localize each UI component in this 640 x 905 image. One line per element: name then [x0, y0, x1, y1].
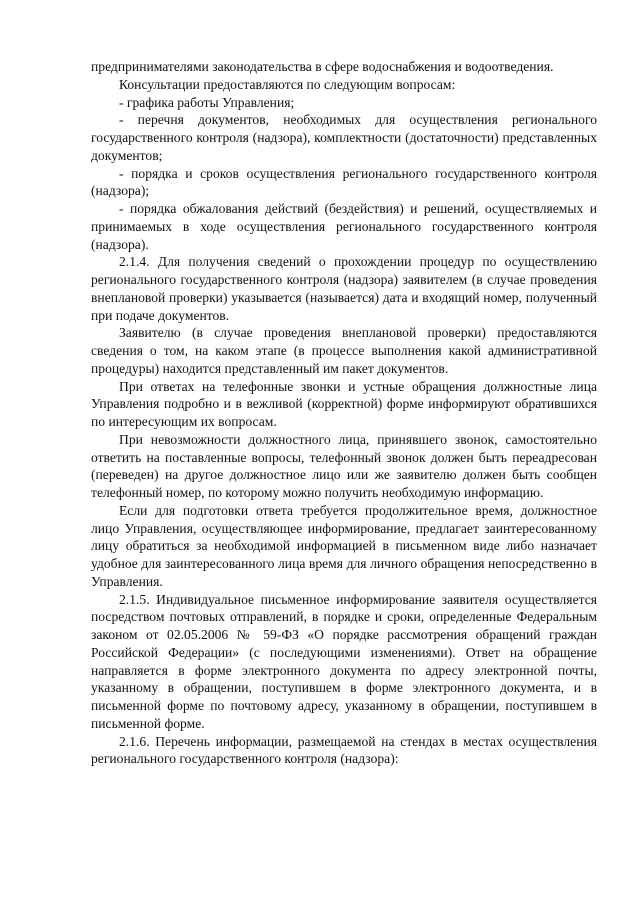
paragraph: При невозможности должностного лица, принявшего звонок, самостоятельно ответить на поставленные вопросы, телефонный звонок должен быть переадресован (переведен) на другое должностное лицо или же заявителю должен быть сообщен телефонный номер, по которому можно получить необходимую информацию. — [91, 431, 597, 500]
section-2-1-6: 2.1.6. Перечень информации, размещаемой на стендах в местах осуществления регионального государственного контроля (надзора): — [91, 733, 597, 767]
list-item: - порядка и сроков осуществления регионального государственного контроля (надзора); — [91, 165, 597, 199]
list-item: - порядка обжалования действий (бездействия) и решений, осуществляемых и принимаемых в ходе осуществления регионального государственного контроля (надзора). — [91, 201, 597, 252]
paragraph: Если для подготовки ответа требуется продолжительное время, должностное лицо Управления, осуществляющее информирование, предлагает заинтересованному лицу обратиться за необходимой информацией в письменном виде либо назначает удобное для заинтересованного лица время для личного обращения непосредственно в Управления. — [91, 502, 597, 589]
section-2-1-4: 2.1.4. Для получения сведений о прохождении процедур по осуществлению регионального государственного контроля (надзора) заявителем (в случае проведения внеплановой проверки) указывается (называется) дата и входящий номер, полученный при подаче документов. — [91, 254, 597, 323]
paragraph: Заявителю (в случае проведения внеплановой проверки) предоставляются сведения о том, на каком этапе (в процессе выполнения какой административной процедуры) находится представленный им пакет документов. — [91, 325, 597, 376]
list-item: - перечня документов, необходимых для осуществления регионального государственного контроля (надзора), комплектности (достаточности) представленных документов; — [91, 112, 597, 163]
paragraph: Консультации предоставляются по следующим вопросам: — [119, 76, 456, 92]
document-page — [91, 58, 597, 768]
section-2-1-5: 2.1.5. Индивидуальное письменное информирование заявителя осуществляется посредством почтовых отправлений, в порядке и сроки, определенные Федеральным законом от 02.05.2006 № 59-ФЗ «О порядке рассмотрения обращений граждан Российской Федерации» (с последующими изменениями). Ответ на обращение направляется в форме электронного документа по адресу электронной почты, указанному в обращении, поступившем в форме электронного документа, и в письменной форме по почтовому адресу, указанному в обращении, поступившем в письменной форме. — [91, 591, 597, 731]
paragraph: При ответах на телефонные звонки и устные обращения должностные лица Управления подробно и в вежливой (корректной) форме информируют обратившихся по интересующим их вопросам. — [91, 378, 597, 429]
list-item: - графика работы Управления; — [119, 94, 295, 110]
paragraph: предпринимателями законодательства в сфере водоснабжения и водоотведения. — [91, 59, 554, 74]
